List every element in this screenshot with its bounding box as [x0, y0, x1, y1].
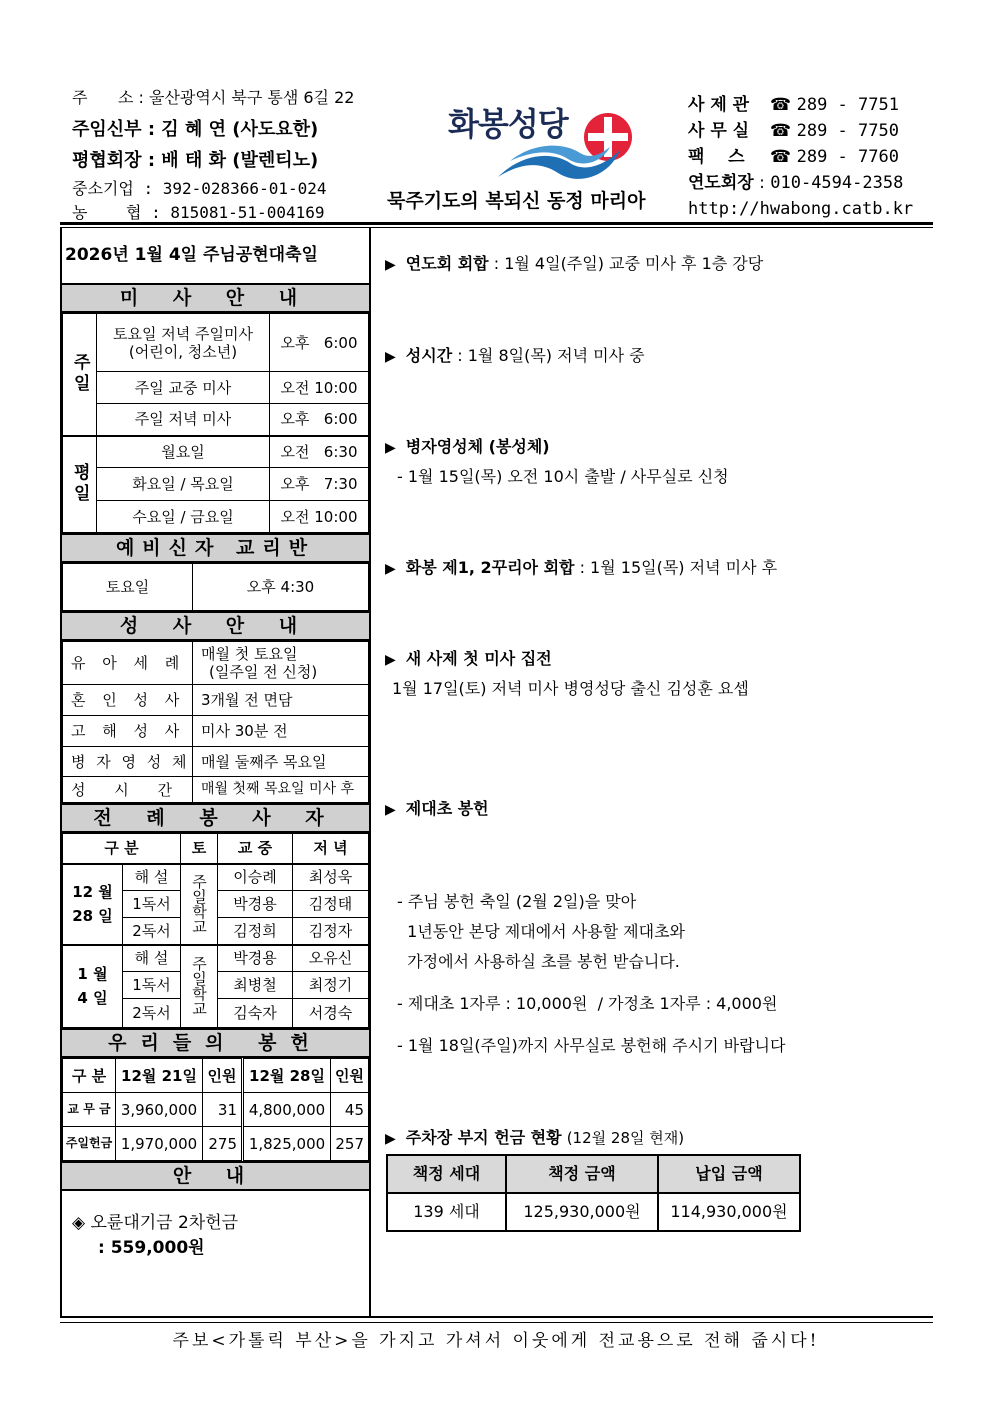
col-header: 납입 금액	[658, 1155, 800, 1193]
contact-fax: 팩 스 ☎ 289 - 7760	[688, 147, 899, 167]
phone-icon: ☎	[770, 121, 797, 141]
triangle-right-icon: ▶	[385, 802, 396, 818]
server-name: 김숙자	[218, 999, 293, 1028]
contacts	[688, 92, 913, 222]
amount: 4,800,000	[243, 1093, 331, 1127]
announcement-sick-communion: ▶ 병자영성체 (봉성체)	[385, 437, 550, 456]
server-name: 김정자	[293, 918, 369, 945]
server-name: 최정기	[293, 972, 369, 999]
website-link[interactable]: http://hwabong.catb.kr	[688, 199, 914, 219]
catechumen-table	[62, 563, 369, 611]
sacrament-info: 매월 둘째주 목요일	[193, 747, 369, 777]
phone-icon: ☎	[770, 147, 797, 167]
triangle-right-icon: ▶	[385, 349, 396, 365]
col-header: 구 분	[63, 1059, 116, 1093]
sacrament-name: 성 시 간	[63, 777, 193, 803]
col-header: 인원	[331, 1059, 369, 1093]
role: 2독서	[123, 918, 181, 945]
offering-type: 주일헌금	[63, 1127, 116, 1161]
parking-fund-table	[386, 1154, 801, 1232]
offering-type: 교 무 금	[63, 1093, 116, 1127]
mass-time: 오전 6:30	[270, 436, 369, 468]
triangle-right-icon: ▶	[385, 1131, 396, 1147]
service-date: 1 월 4 일	[63, 945, 123, 1028]
mass-name: 월요일	[97, 436, 270, 468]
announcement-parking: ▶ 주차장 부지 헌금 현황 (12월 28일 현재)	[385, 1128, 685, 1147]
saturday-server: 주일학교	[181, 945, 218, 1028]
server-name: 이승례	[218, 864, 293, 891]
church-logo	[440, 95, 640, 185]
announcement-detail: - 1월 15일(목) 오전 10시 출발 / 사무실로 신청	[397, 467, 729, 486]
sacrament-name: 병 자 영 성 체	[63, 747, 193, 777]
pastor: 주임신부 : 김 혜 연 (사도요한)	[72, 119, 319, 140]
amount: 3,960,000	[116, 1093, 203, 1127]
col-header: 책정 금액	[506, 1155, 658, 1193]
announcement-detail: - 제대초 1자루 : 10,000원 / 가정초 1자루 : 4,000원	[397, 994, 778, 1013]
offering-table	[62, 1058, 369, 1161]
col-header: 구 분	[63, 834, 181, 864]
sacrament-info: 매월 첫 토요일 (일주일 전 신청)	[193, 642, 369, 685]
announcement-first-mass: ▶ 새 사제 첫 미사 집전	[385, 649, 552, 668]
divider	[60, 1316, 933, 1318]
sacraments-table	[62, 641, 369, 803]
left-column	[60, 228, 371, 1318]
col-header: 저 녁	[293, 834, 369, 864]
liturgy-section-title: 전 례 봉 사 자	[62, 803, 369, 833]
mass-name: 화요일 / 목요일	[97, 468, 270, 501]
server-name: 박경용	[218, 891, 293, 918]
sacrament-name: 혼 인 성 사	[63, 685, 193, 716]
mass-time: 오전 10:00	[270, 501, 369, 533]
liturgy-table	[62, 833, 369, 1028]
mass-name: 수요일 / 금요일	[97, 501, 270, 533]
notice-amount: : 559,000원	[98, 1238, 205, 1258]
col-header: 책정 세대	[387, 1155, 506, 1193]
amount: 1,970,000	[116, 1127, 203, 1161]
notice-content	[62, 1191, 369, 1261]
announcement-detail: 가정에서 사용하실 초를 봉헌 받습니다.	[397, 952, 680, 971]
announcement-detail: 1년동안 본당 제대에서 사용할 제대초와	[397, 922, 685, 941]
sunday-label: 주일	[63, 314, 97, 436]
role: 해 설	[123, 864, 181, 891]
triangle-right-icon: ▶	[385, 257, 396, 273]
mass-time: 오후 6:00	[270, 314, 369, 372]
announcement-detail: - 1월 18일(주일)까지 사무실로 봉헌해 주시기 바랍니다	[397, 1036, 786, 1055]
mass-table	[62, 313, 369, 533]
divider	[60, 1322, 933, 1323]
mass-name: 주일 저녁 미사	[97, 404, 270, 436]
announcement-holy-hour: ▶ 성시간 : 1월 8일(목) 저녁 미사 중	[385, 346, 645, 365]
saturday-server: 주일학교	[181, 864, 218, 945]
sacrament-name: 유 아 세 례	[63, 642, 193, 685]
sacrament-info: 3개월 전 면담	[193, 685, 369, 716]
server-name: 최병철	[218, 972, 293, 999]
contact-rectory: 사 제 관 ☎ 289 - 7751	[688, 95, 899, 115]
role: 1독서	[123, 972, 181, 999]
col-header: 교 중	[218, 834, 293, 864]
logo-wave-cross-icon	[440, 95, 640, 185]
announcement-curia: ▶ 화봉 제1, 2꾸리아 회합 : 1월 15일(목) 저녁 미사 후	[385, 558, 778, 577]
server-name: 김정희	[218, 918, 293, 945]
address: 주 소 : 울산광역시 북구 통샘 6길 22	[72, 88, 355, 107]
paid-amount: 114,930,000원	[658, 1193, 800, 1231]
mass-time: 오후 7:30	[270, 468, 369, 501]
divider	[60, 222, 933, 225]
mass-time: 오전 10:00	[270, 372, 369, 404]
catechumen-day: 토요일	[63, 564, 193, 611]
announcement-detail: - 주님 봉헌 축일 (2월 2일)을 맞아	[397, 892, 637, 911]
footer-message: 주보<가톨릭 부산>을 가지고 가셔서 이웃에게 전교용으로 전해 줍시다!	[172, 1331, 820, 1351]
households: 139 세대	[387, 1193, 506, 1231]
triangle-right-icon: ▶	[385, 561, 396, 577]
announcement-detail: 1월 17일(토) 저녁 미사 병영성당 출신 김성훈 요셉	[392, 679, 749, 698]
role: 해 설	[123, 945, 181, 972]
count: 257	[331, 1127, 369, 1161]
service-date: 12 월 28 일	[63, 864, 123, 945]
announcement-yeondohoe: ▶ 연도회 회합 : 1월 4일(주일) 교중 미사 후 1층 강당	[385, 254, 764, 273]
council-president: 평협회장 : 배 태 화 (발렌티노)	[72, 150, 319, 171]
sacraments-section-title: 성 사 안 내	[62, 611, 369, 641]
weekday-label: 평일	[63, 436, 97, 533]
triangle-right-icon: ▶	[385, 440, 396, 456]
role: 1독서	[123, 891, 181, 918]
logo-text: 화봉성당	[448, 105, 568, 143]
col-header: 토	[181, 834, 218, 864]
col-header: 인원	[203, 1059, 243, 1093]
server-name: 박경용	[218, 945, 293, 972]
date-title: 2026년 1월 4일 주님공현대축일	[65, 245, 318, 265]
mass-time: 오후 6:00	[270, 404, 369, 436]
server-name: 최성욱	[293, 864, 369, 891]
count: 275	[203, 1127, 243, 1161]
triangle-right-icon: ▶	[385, 652, 396, 668]
mass-name: 토요일 저녁 주일미사 (어린이, 청소년)	[97, 314, 270, 372]
amount: 1,825,000	[243, 1127, 331, 1161]
bank-account-2: 농 협 : 815081-51-004169	[72, 203, 325, 222]
catechumen-time: 오후 4:30	[193, 564, 369, 611]
mass-section-title: 미 사 안 내	[62, 283, 369, 313]
notice-item: ◈ 오륜대기금 2차헌금	[72, 1213, 239, 1233]
count: 31	[203, 1093, 243, 1127]
sacrament-info: 미사 30분 전	[193, 716, 369, 747]
server-name: 서경숙	[293, 999, 369, 1028]
count: 45	[331, 1093, 369, 1127]
sacrament-name: 고 해 성 사	[63, 716, 193, 747]
mass-name: 주일 교중 미사	[97, 372, 270, 404]
phone-icon: ☎	[770, 95, 797, 115]
sacrament-info: 매월 첫째 목요일 미사 후	[193, 777, 369, 803]
offering-section-title: 우리들의 봉헌	[62, 1028, 369, 1058]
catechumen-section-title: 예비신자 교리반	[62, 533, 369, 563]
contact-office: 사 무 실 ☎ 289 - 7750	[688, 121, 899, 141]
announcement-candles: ▶ 제대초 봉헌	[385, 799, 489, 818]
contact-youth: 연도회장 : 010-4594-2358	[688, 173, 904, 193]
role: 2독서	[123, 999, 181, 1028]
bank-account-1: 중소기업 : 392-028366-01-024	[72, 179, 327, 198]
server-name: 김정태	[293, 891, 369, 918]
motto: 묵주기도의 복되신 동정 마리아	[387, 190, 646, 212]
server-name: 오유신	[293, 945, 369, 972]
assigned-amount: 125,930,000원	[506, 1193, 658, 1231]
col-header: 12월 28일	[243, 1059, 331, 1093]
notice-section-title: 안 내	[62, 1161, 369, 1191]
col-header: 12월 21일	[116, 1059, 203, 1093]
